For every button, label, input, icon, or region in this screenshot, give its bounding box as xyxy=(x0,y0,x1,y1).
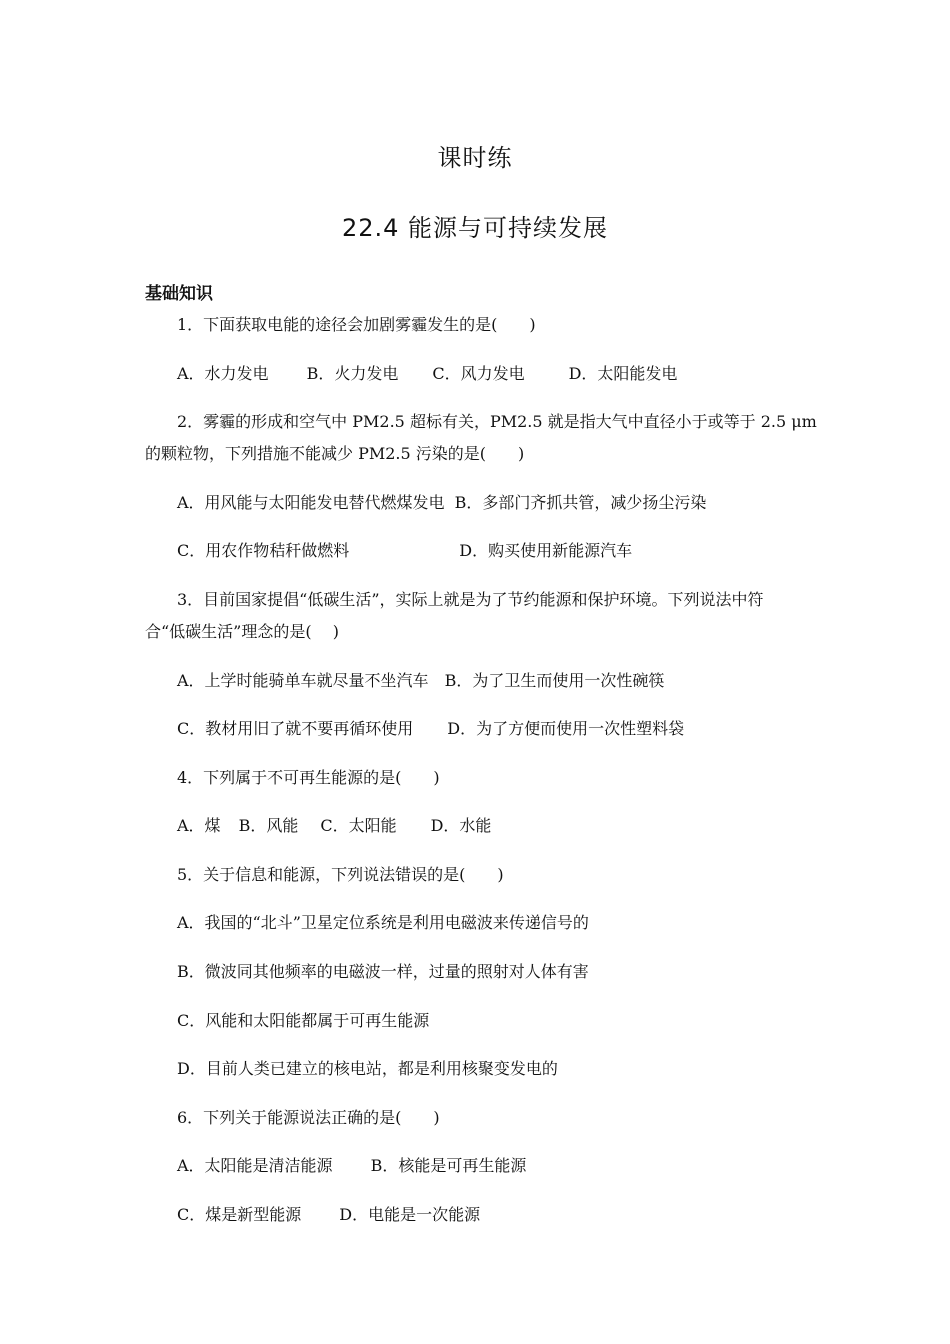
section-heading: 基础知识 xyxy=(145,284,213,304)
question-1-stem: 1．下面获取电能的途径会加剧雾霾发生的是( ) xyxy=(177,315,536,334)
question-5-option-c: C．风能和太阳能都属于可再生能源 xyxy=(177,1011,430,1030)
question-2-option-b: B．多部门齐抓共管，减少扬尘污染 xyxy=(454,493,707,512)
question-2-stem-line-1: 2．雾霾的形成和空气中 PM2.5 超标有关，PM2.5 就是指大气中直径小于或等于 2.5 μm xyxy=(177,412,817,431)
question-2-option-a: A．用风能与太阳能发电替代燃煤发电 xyxy=(177,493,445,512)
question-1-options xyxy=(177,364,677,384)
question-1-option-c: C．风力发电 xyxy=(432,364,525,383)
question-6-options-row-1 xyxy=(177,1156,526,1176)
question-6-options-row-2 xyxy=(177,1205,480,1225)
page-title: 课时练 xyxy=(437,144,513,172)
question-4-options xyxy=(177,816,491,836)
question-2-options-row-2 xyxy=(177,541,632,561)
question-1-option-a: A．水力发电 xyxy=(177,364,269,383)
question-3-stem-line-1: 3．目前国家提倡“低碳生活”，实际上就是为了节约能源和保护环境。下列说法中符 xyxy=(177,590,764,609)
question-1-option-d: D．太阳能发电 xyxy=(568,364,678,383)
question-3-option-b: B．为了卫生而使用一次性碗筷 xyxy=(444,671,665,690)
question-2-option-d: D．购买使用新能源汽车 xyxy=(459,541,633,560)
question-3-options-row-2 xyxy=(177,719,684,739)
question-6-option-b: B．核能是可再生能源 xyxy=(370,1156,527,1175)
question-3-options-row-1 xyxy=(177,671,664,691)
question-6-option-d: D．电能是一次能源 xyxy=(339,1205,481,1224)
question-2-stem-line-2: 的颗粒物，下列措施不能减少 PM2.5 污染的是( ) xyxy=(145,444,525,463)
question-4-option-c: C．太阳能 xyxy=(320,816,397,835)
question-5-option-b: B．微波同其他频率的电磁波一样，过量的照射对人体有害 xyxy=(177,962,589,981)
question-3-stem-line-2: 合“低碳生活”理念的是( ) xyxy=(145,622,339,641)
lesson-title: 22.4 能源与可持续发展 xyxy=(341,214,609,242)
question-3-option-c: C．教材用旧了就不要再循环使用 xyxy=(177,719,414,738)
question-5-option-d: D．目前人类已建立的核电站，都是利用核聚变发电的 xyxy=(177,1059,558,1078)
question-6-option-a: A．太阳能是清洁能源 xyxy=(177,1156,333,1175)
question-4-stem: 4．下列属于不可再生能源的是( ) xyxy=(177,768,440,787)
question-5-stem: 5．关于信息和能源，下列说法错误的是( ) xyxy=(177,865,504,884)
question-1-option-b: B．火力发电 xyxy=(306,364,399,383)
question-5-option-a: A．我国的“北斗”卫星定位系统是利用电磁波来传递信号的 xyxy=(177,913,589,932)
question-3-option-a: A．上学时能骑单车就尽量不坐汽车 xyxy=(177,671,429,690)
question-2-option-c: C．用农作物秸秆做燃料 xyxy=(177,541,350,560)
question-4-option-b: B．风能 xyxy=(238,816,299,835)
question-2-options-row-1 xyxy=(177,493,706,513)
question-6-stem: 6．下列关于能源说法正确的是( ) xyxy=(177,1108,440,1127)
question-4-option-a: A．煤 xyxy=(177,816,221,835)
question-3-option-d: D．为了方便而使用一次性塑料袋 xyxy=(447,719,685,738)
question-6-option-c: C．煤是新型能源 xyxy=(177,1205,302,1224)
question-4-option-d: D．水能 xyxy=(430,816,492,835)
